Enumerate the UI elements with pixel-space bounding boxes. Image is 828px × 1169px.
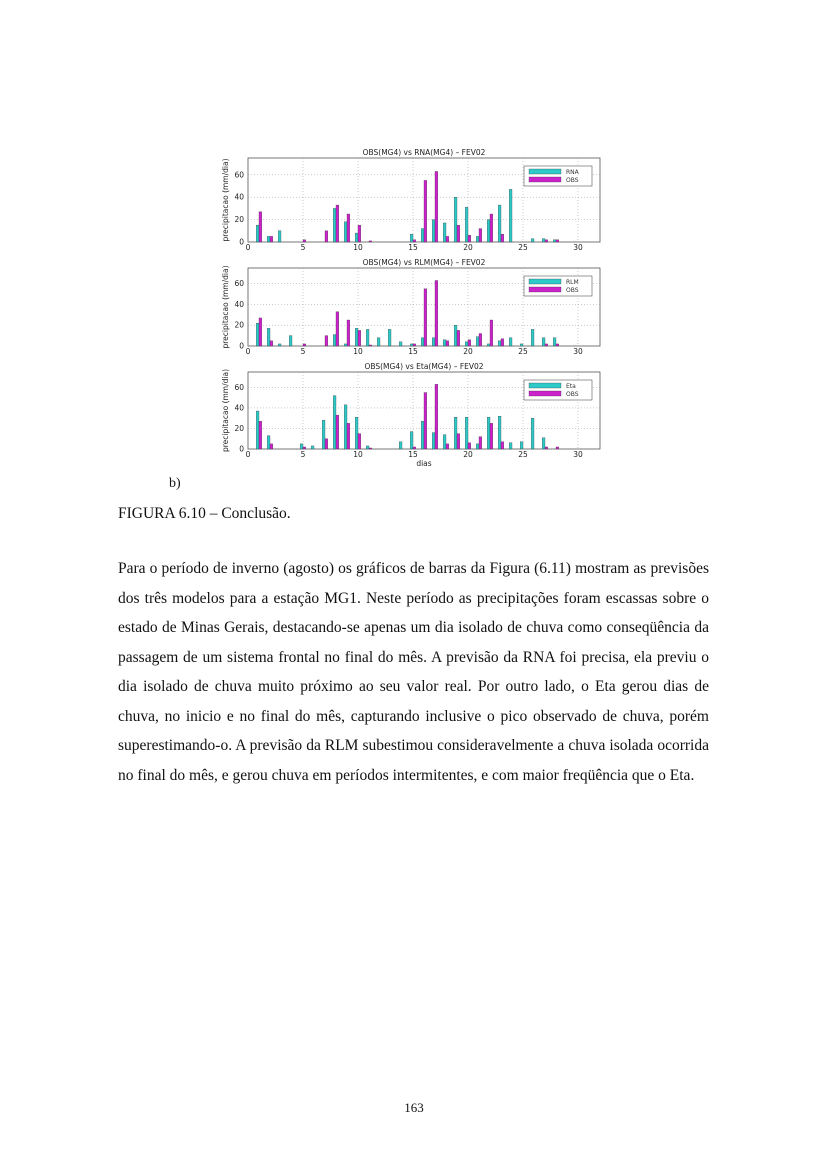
x-tick-label: 5 xyxy=(300,347,306,356)
bar-rna xyxy=(344,222,347,242)
bar-eta xyxy=(432,433,435,449)
bar-rlm xyxy=(388,329,391,346)
bar-rna xyxy=(410,234,413,242)
bar-eta xyxy=(454,417,457,449)
bar-obs xyxy=(545,447,548,449)
bar-rna xyxy=(256,225,259,242)
bar-obs xyxy=(545,344,548,346)
x-tick-label: 15 xyxy=(408,243,418,252)
bar-rna xyxy=(465,207,468,242)
legend-label: OBS xyxy=(566,391,579,398)
bar-chart-panels xyxy=(216,140,616,480)
legend-swatch-rlm xyxy=(529,279,561,284)
bar-eta xyxy=(487,417,490,449)
legend-label: RLM xyxy=(566,279,579,286)
bar-eta xyxy=(509,443,512,449)
bar-obs xyxy=(303,240,306,242)
x-tick-label: 5 xyxy=(300,450,306,459)
bar-eta xyxy=(355,417,358,449)
bar-rlm xyxy=(509,338,512,346)
y-tick-label: 0 xyxy=(239,341,244,351)
bar-obs xyxy=(325,336,328,346)
x-tick-label: 30 xyxy=(573,347,583,356)
bar-obs xyxy=(413,344,416,346)
bar-obs xyxy=(347,214,350,242)
bar-obs xyxy=(490,214,493,242)
bar-obs xyxy=(424,180,427,242)
legend-swatch-obs xyxy=(529,287,561,292)
bar-rlm xyxy=(399,342,402,346)
page-number: 163 xyxy=(404,1100,424,1115)
bar-obs xyxy=(446,236,449,242)
bar-obs xyxy=(435,384,438,449)
bar-eta xyxy=(300,444,303,449)
bar-obs xyxy=(413,240,416,242)
bar-obs xyxy=(358,225,361,242)
bar-rlm xyxy=(531,329,534,346)
y-tick-label: 60 xyxy=(234,279,244,289)
figure-6-10-b xyxy=(216,140,616,480)
bar-rlm xyxy=(465,342,468,346)
legend-label: RNA xyxy=(566,169,579,176)
legend-label: OBS xyxy=(566,177,579,184)
x-tick-label: 0 xyxy=(245,450,251,459)
y-tick-label: 60 xyxy=(234,170,244,180)
bar-obs xyxy=(259,212,262,242)
x-tick-label: 0 xyxy=(245,347,251,356)
legend-swatch-obs xyxy=(529,391,561,396)
x-tick-label: 25 xyxy=(518,243,528,252)
bar-obs xyxy=(270,236,273,242)
y-tick-label: 0 xyxy=(239,444,244,454)
bar-obs xyxy=(325,439,328,449)
x-tick-label: 20 xyxy=(463,450,473,459)
bar-rlm xyxy=(443,340,446,346)
bar-obs xyxy=(325,231,328,242)
bar-obs xyxy=(501,234,504,242)
bar-rna xyxy=(278,231,281,242)
bar-obs xyxy=(556,344,559,346)
x-tick-label: 10 xyxy=(353,450,363,459)
bar-eta xyxy=(366,446,369,449)
bar-eta xyxy=(256,411,259,449)
chart-title: OBS(MG4) vs RNA(MG4) – FEV02 xyxy=(362,148,486,157)
bar-eta xyxy=(421,421,424,449)
x-tick-label: 15 xyxy=(408,450,418,459)
bar-eta xyxy=(520,442,523,449)
bar-eta xyxy=(498,416,501,449)
bar-rlm xyxy=(256,323,259,346)
bar-obs xyxy=(457,225,460,242)
x-tick-label: 30 xyxy=(573,243,583,252)
figure-caption: FIGURA 6.10 – Conclusão. xyxy=(118,505,291,522)
bar-rlm xyxy=(289,336,292,346)
bar-eta xyxy=(542,438,545,449)
x-tick-label: 30 xyxy=(573,450,583,459)
x-tick-label: 10 xyxy=(353,243,363,252)
bar-eta xyxy=(443,435,446,449)
bar-obs xyxy=(270,444,273,449)
bar-obs xyxy=(556,240,559,242)
y-axis-label: precipitacao (mm/dia) xyxy=(221,158,230,242)
figure-sublabel: b) xyxy=(169,476,181,491)
bar-obs xyxy=(457,330,460,346)
y-tick-label: 40 xyxy=(234,403,244,413)
x-tick-label: 25 xyxy=(518,347,528,356)
x-tick-label: 20 xyxy=(463,347,473,356)
x-tick-label: 0 xyxy=(245,243,251,252)
x-tick-label: 25 xyxy=(518,450,528,459)
bar-obs xyxy=(270,341,273,346)
bar-obs xyxy=(369,241,372,242)
y-tick-label: 20 xyxy=(234,215,244,225)
y-tick-label: 0 xyxy=(239,237,244,247)
y-tick-label: 20 xyxy=(234,320,244,330)
bar-rna xyxy=(355,233,358,242)
legend-swatch-eta xyxy=(529,383,561,388)
bar-obs xyxy=(468,235,471,242)
bar-obs xyxy=(413,447,416,449)
bar-eta xyxy=(311,446,314,449)
bar-obs xyxy=(369,345,372,346)
bar-rlm xyxy=(355,328,358,346)
y-tick-label: 20 xyxy=(234,423,244,433)
bar-rna xyxy=(333,208,336,242)
body-paragraph: Para o período de inverno (agosto) os gráficos de barras da Figura (6.11) mostram as previsões dos três modelos para a estação MG1. Neste período as precipitações foram escassas sobre o estado de Minas Gerais, destacando-se apenas um dia isolado de chuva como conseqüência da passagem de um sistema frontal no final do mês. A previsão da RNA foi precisa, ela previu o dia isolado de chuva muito próximo ao seu valor real. Por outro lado, o Eta gerou dias de chuva, no inicio e no final do mês, capturando inclusive o pico observado de chuva, porém superestimando-o. A previsão da RLM subestimou consideravelmente a chuva isolada ocorrida no final do mês, e gerou chuva em períodos intermitentes, e com maior freqüência que o Eta. xyxy=(118,560,709,784)
bar-obs xyxy=(545,240,548,242)
bar-obs xyxy=(435,280,438,346)
bar-rlm xyxy=(553,338,556,346)
bar-obs xyxy=(424,393,427,449)
y-axis-label: precipitacao (mm/dia) xyxy=(221,265,230,349)
bar-obs xyxy=(490,423,493,449)
bar-obs xyxy=(457,434,460,449)
bar-eta xyxy=(333,396,336,449)
bar-rna xyxy=(267,236,270,242)
bar-rlm xyxy=(454,325,457,346)
bar-rna xyxy=(454,197,457,242)
bar-rlm xyxy=(498,341,501,346)
bar-rna xyxy=(498,205,501,242)
bar-eta xyxy=(344,405,347,449)
bar-obs xyxy=(556,447,559,449)
bar-obs xyxy=(336,312,339,346)
bar-rna xyxy=(509,189,512,242)
bar-rlm xyxy=(421,338,424,346)
bar-obs xyxy=(358,434,361,449)
x-tick-label: 10 xyxy=(353,347,363,356)
bar-rlm xyxy=(278,344,281,346)
legend-label: OBS xyxy=(566,287,579,294)
bar-obs xyxy=(446,444,449,449)
bar-rlm xyxy=(542,338,545,346)
bar-obs xyxy=(501,442,504,449)
bar-eta xyxy=(465,417,468,449)
bar-rlm xyxy=(344,344,347,346)
bar-rna xyxy=(487,220,490,242)
bar-obs xyxy=(347,320,350,346)
bar-rna xyxy=(553,240,556,242)
bar-eta xyxy=(476,444,479,449)
bar-rna xyxy=(421,229,424,242)
y-tick-label: 40 xyxy=(234,299,244,309)
bar-eta xyxy=(531,418,534,449)
bar-rna xyxy=(542,239,545,242)
bar-obs xyxy=(303,344,306,346)
bar-rlm xyxy=(520,344,523,346)
bar-obs xyxy=(347,423,350,449)
bar-rlm xyxy=(377,338,380,346)
bar-obs xyxy=(336,415,339,449)
bar-obs xyxy=(358,330,361,346)
x-tick-label: 15 xyxy=(408,347,418,356)
bar-rlm xyxy=(333,335,336,346)
y-tick-label: 40 xyxy=(234,192,244,202)
bar-eta xyxy=(410,432,413,449)
bar-obs xyxy=(424,289,427,346)
bar-eta xyxy=(399,442,402,449)
bar-eta xyxy=(267,436,270,449)
bar-rlm xyxy=(432,338,435,346)
bar-rlm xyxy=(410,344,413,346)
bar-obs xyxy=(435,171,438,242)
bar-obs xyxy=(490,320,493,346)
bar-obs xyxy=(479,334,482,346)
bar-obs xyxy=(468,443,471,449)
bar-obs xyxy=(479,229,482,242)
legend-swatch-rna xyxy=(529,169,561,174)
legend-swatch-obs xyxy=(529,177,561,182)
chart-title: OBS(MG4) vs Eta(MG4) – FEV02 xyxy=(364,362,484,371)
bar-rna xyxy=(443,223,446,242)
bar-obs xyxy=(259,318,262,346)
legend-label: Eta xyxy=(566,383,576,390)
y-tick-label: 60 xyxy=(234,382,244,392)
bar-obs xyxy=(259,421,262,449)
bar-obs xyxy=(501,339,504,346)
chart-title: OBS(MG4) vs RLM(MG4) – FEV02 xyxy=(362,258,486,267)
bar-obs xyxy=(336,205,339,242)
bar-obs xyxy=(303,447,306,449)
x-tick-label: 20 xyxy=(463,243,473,252)
bar-rna xyxy=(476,236,479,242)
bar-obs xyxy=(369,448,372,449)
bar-rlm xyxy=(476,337,479,346)
bar-eta xyxy=(322,420,325,449)
x-tick-label: 5 xyxy=(300,243,306,252)
bar-obs xyxy=(446,341,449,346)
bar-rna xyxy=(531,239,534,242)
y-axis-label: precipitacao (mm/dia) xyxy=(221,368,230,453)
bar-rlm xyxy=(487,344,490,346)
bar-rlm xyxy=(267,328,270,346)
bar-obs xyxy=(479,437,482,449)
bar-rna xyxy=(432,220,435,242)
bar-rlm xyxy=(366,329,369,346)
x-axis-label: dias xyxy=(416,459,432,468)
bar-obs xyxy=(468,340,471,346)
